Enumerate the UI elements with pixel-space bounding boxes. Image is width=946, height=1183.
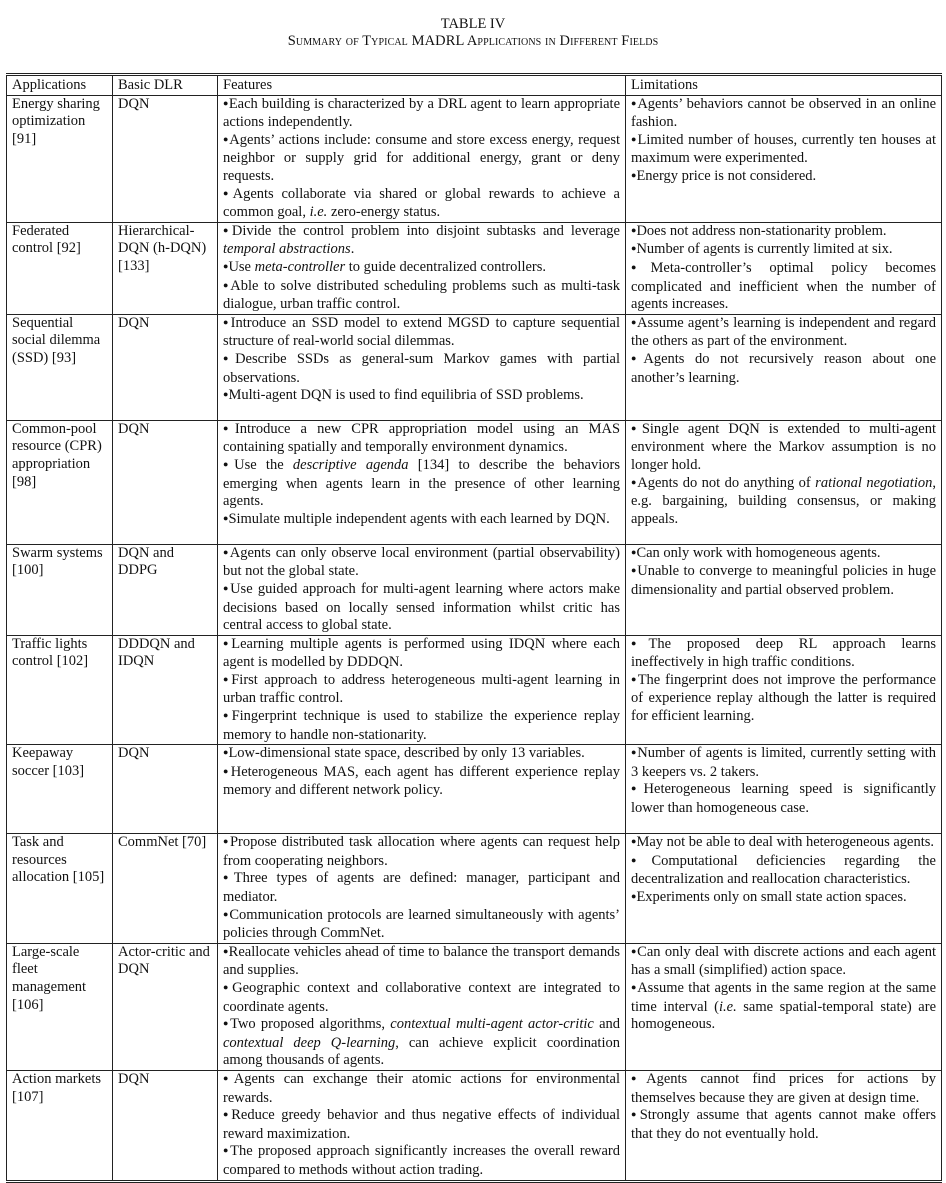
limitations-cell [626,745,942,834]
features-cell [218,95,626,222]
features-cell [218,834,626,944]
feature-item: ● Agents’ actions include: consume and store excess energy, request neighbor or supply grid for additional energy, grant or deny requests. [223,132,620,186]
basic-dlr-cell: DQN [113,1070,218,1181]
limitation-item: ● Energy price is not considered. [631,168,936,187]
limitations-cell [626,834,942,944]
basic-dlr-cell: DQN [113,95,218,222]
features-cell [218,635,626,745]
application-cell: Sequential social dilemma (SSD) [93] [7,314,113,420]
limitations-cell [626,95,942,222]
application-cell: Energy sharing optimization [91] [7,95,113,222]
table-row [7,1070,942,1181]
limitation-item: ● Number of agents is currently limited at six. [631,241,936,260]
limitation-item: ● The fingerprint does not improve the performance of experience replay although the latter is required for efficient learning. [631,672,936,726]
limitation-item: ● The proposed deep RL approach learns ineffectively in high traffic conditions. [631,636,936,672]
application-cell: Common-pool resource (CPR) appropriation [98] [7,420,113,544]
table-row [7,314,942,420]
features-cell [218,222,626,314]
header-limitations: Limitations [626,75,942,96]
feature-item: ● Able to solve distributed scheduling problems such as multi-task dialogue, urban traffic control. [223,278,620,314]
limitation-item: ● Can only deal with discrete actions and each agent has a small (simplified) action space. [631,944,936,980]
limitations-cell [626,1070,942,1181]
feature-item: ● Learning multiple agents is performed using IDQN where each agent is modelled by DDDQN. [223,636,620,672]
table-row [7,745,942,834]
limitations-cell [626,314,942,420]
header-row [7,75,942,96]
feature-item: ● First approach to address heterogeneous multi-agent learning in urban traffic control. [223,672,620,708]
limitations-cell [626,635,942,745]
limitation-item: ● Assume that agents in the same region at the same time interval (i.e. same spatial-temporal state) are homogeneous. [631,980,936,1034]
features-cell [218,420,626,544]
application-cell: Action markets [107] [7,1070,113,1181]
basic-dlr-cell: DQN [113,420,218,544]
limitation-item: ● Agents do not do anything of rational negotiation, e.g. bargaining, building consensus, or making appeals. [631,475,936,529]
limitation-item: ● Assume agent’s learning is independent and regard the others as part of the environment. [631,315,936,351]
feature-item: ● Heterogeneous MAS, each agent has different experience replay memory and different network policy. [223,764,620,800]
feature-item: ● Use meta-controller to guide decentralized controllers. [223,259,620,278]
feature-item: ● Introduce a new CPR appropriation model using an MAS containing spatially and temporally environment dynamics. [223,421,620,457]
feature-item: ● Three types of agents are defined: manager, participant and mediator. [223,870,620,906]
limitation-item: ● Agents cannot find prices for actions by themselves because they are given at design time. [631,1071,936,1107]
limitation-item: ● Limited number of houses, currently ten houses at maximum were experimented. [631,132,936,168]
table-title: Summary of Typical MADRL Applications in Different Fields [287,33,659,49]
features-cell [218,745,626,834]
header-features: Features [218,75,626,96]
feature-item: ● Agents can only observe local environment (partial observability) but not the global state. [223,545,620,581]
application-cell: Federated control [92] [7,222,113,314]
limitation-item: ● Agents do not recursively reason about one another’s learning. [631,351,936,387]
feature-item: ● Agents collaborate via shared or global rewards to achieve a common goal, i.e. zero-energy status. [223,186,620,222]
header-applications: Applications [7,75,113,96]
table-body [7,95,942,1181]
application-cell: Swarm systems [100] [7,544,113,635]
feature-item: ● Propose distributed task allocation where agents can request help from cooperating neighbors. [223,834,620,870]
basic-dlr-cell: CommNet [70] [113,834,218,944]
table-row [7,834,942,944]
limitations-cell [626,420,942,544]
table-row [7,635,942,745]
feature-item: ● Use guided approach for multi-agent learning where actors make decisions based on locally sensed information whilst critic has central access to global state. [223,581,620,635]
table-caption [0,0,946,50]
limitations-cell [626,544,942,635]
application-cell: Task and resources allocation [105] [7,834,113,944]
limitation-item: ● Unable to converge to meaningful policies in huge dimensionality and partial observed problem. [631,563,936,599]
limitation-item: ● Strongly assume that agents cannot make offers that they do not eventually hold. [631,1107,936,1143]
application-cell: Keepaway soccer [103] [7,745,113,834]
table-row [7,420,942,544]
limitation-item: ● Agents’ behaviors cannot be observed in an online fashion. [631,96,936,132]
table-row [7,222,942,314]
limitation-item: ● Can only work with homogeneous agents. [631,545,936,564]
feature-item: ● Low-dimensional state space, described by only 13 variables. [223,745,620,764]
basic-dlr-cell: DQN and DDPG [113,544,218,635]
table-row [7,943,942,1070]
feature-item: ● Each building is characterized by a DRL agent to learn appropriate actions independently. [223,96,620,132]
basic-dlr-cell: Hierarchical-DQN (h-DQN) [133] [113,222,218,314]
application-cell: Large-scale fleet management [106] [7,943,113,1070]
feature-item: ● Reallocate vehicles ahead of time to balance the transport demands and supplies. [223,944,620,980]
limitation-item: ● Computational deficiencies regarding the decentralization and reallocation characteristics. [631,853,936,889]
feature-item: ● Simulate multiple independent agents with each learned by DQN. [223,511,620,530]
limitations-cell [626,943,942,1070]
table-row [7,544,942,635]
feature-item: ● Two proposed algorithms, contextual multi-agent actor-critic and contextual deep Q-learning, can achieve explicit coordination among thousands of agents. [223,1016,620,1070]
feature-item: ● Reduce greedy behavior and thus negative effects of individual reward maximization. [223,1107,620,1143]
table-label: TABLE IV [440,16,506,32]
feature-item: ● Describe SSDs as general-sum Markov games with partial observations. [223,351,620,387]
features-cell [218,544,626,635]
feature-item: ● Multi-agent DQN is used to find equilibria of SSD problems. [223,387,620,406]
limitation-item: ● May not be able to deal with heterogeneous agents. [631,834,936,853]
limitation-item: ● Single agent DQN is extended to multi-agent environment where the Markov assumption is no longer hold. [631,421,936,475]
basic-dlr-cell: DDDQN and IDQN [113,635,218,745]
features-cell [218,943,626,1070]
feature-item: ● Agents can exchange their atomic actions for environmental rewards. [223,1071,620,1107]
feature-item: ● The proposed approach significantly increases the overall reward compared to methods without action trading. [223,1143,620,1179]
feature-item: ● Divide the control problem into disjoint subtasks and leverage temporal abstractions. [223,223,620,259]
limitation-item: ● Meta-controller’s optimal policy becomes complicated and inefficient when the number of agents increases. [631,260,936,314]
limitation-item: ● Heterogeneous learning speed is significantly lower than homogeneous case. [631,781,936,817]
limitation-item: ● Experiments only on small state action spaces. [631,889,936,908]
features-cell [218,1070,626,1181]
features-cell [218,314,626,420]
header-basic-dlr: Basic DLR [113,75,218,96]
basic-dlr-cell: DQN [113,745,218,834]
application-cell: Traffic lights control [102] [7,635,113,745]
basic-dlr-cell: DQN [113,314,218,420]
feature-item: ● Fingerprint technique is used to stabilize the experience replay memory to handle non-stationarity. [223,708,620,744]
feature-item: ● Introduce an SSD model to extend MGSD to capture sequential structure of real-world social dilemmas. [223,315,620,351]
applications-table [6,73,942,1183]
basic-dlr-cell: Actor-critic and DQN [113,943,218,1070]
limitation-item: ● Does not address non-stationarity problem. [631,223,936,242]
feature-item: ● Use the descriptive agenda [134] to describe the behaviors emerging when agents learn in the presence of other learning agents. [223,457,620,511]
limitations-cell [626,222,942,314]
table-row [7,95,942,222]
feature-item: ● Communication protocols are learned simultaneously with agents’ policies through CommNet. [223,907,620,943]
feature-item: ● Geographic context and collaborative context are integrated to coordinate agents. [223,980,620,1016]
limitation-item: ● Number of agents is limited, currently setting with 3 keepers vs. 2 takers. [631,745,936,781]
